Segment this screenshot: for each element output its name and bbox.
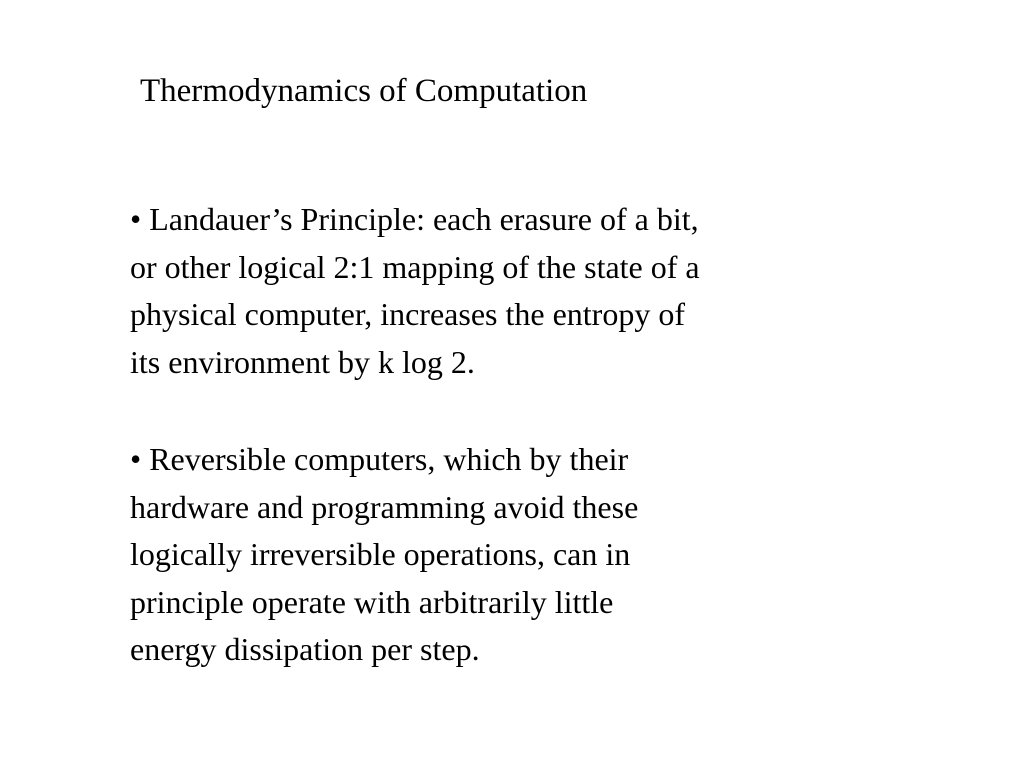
bullet-landauer-principle — [130, 196, 700, 386]
bullet-line: energy dissipation per step. — [130, 631, 480, 667]
bullet-line: its environment by k log 2. — [130, 343, 475, 380]
bullet-line: • Reversible computers, which by their — [130, 441, 629, 477]
bullet-line: principle operate with arbitrarily little — [130, 583, 614, 620]
bullet-reversible-computers — [130, 436, 638, 674]
slide-title: Thermodynamics of Computation — [140, 73, 588, 109]
bullet-line: hardware and programming avoid these — [130, 488, 639, 525]
bullet-line: physical computer, increases the entropy of — [130, 296, 685, 332]
bullet-line: • Landauer’s Principle: each erasure of a bit, — [130, 201, 699, 237]
bullet-line: or other logical 2:1 mapping of the state of a — [130, 248, 700, 285]
bullet-line: logically irreversible operations, can in — [130, 536, 631, 572]
